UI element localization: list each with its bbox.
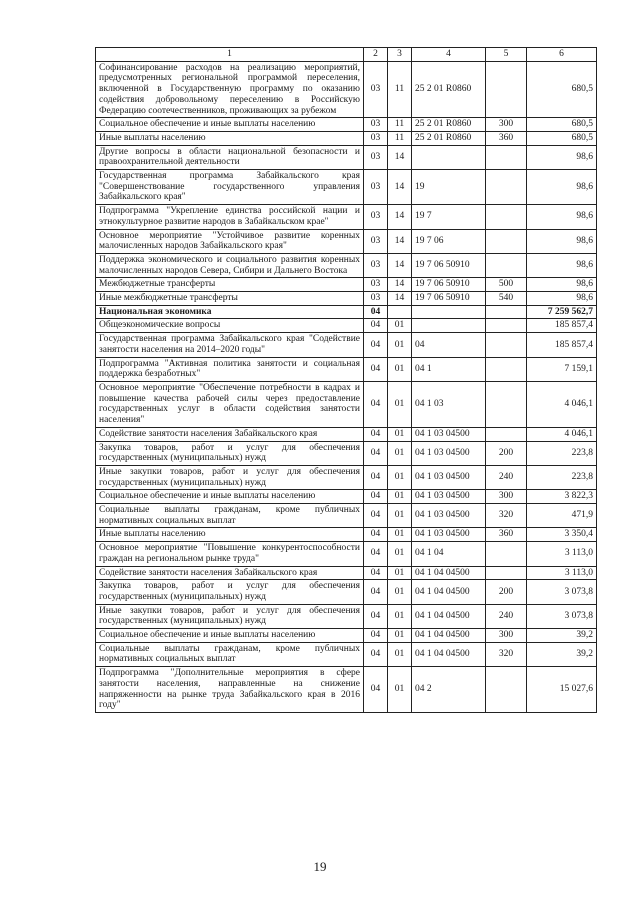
amount-cell: 4 046,1 (527, 381, 597, 427)
item-name-cell: Социальное обеспечение и иные выплаты населению (96, 118, 364, 132)
expense-type-cell (486, 427, 527, 441)
subsection-code-cell: 01 (388, 629, 412, 643)
header-cell-2: 2 (364, 48, 388, 62)
subsection-code-cell: 01 (388, 381, 412, 427)
expense-type-cell (486, 229, 527, 253)
header-cell-6: 6 (527, 48, 597, 62)
amount-cell: 98,6 (527, 229, 597, 253)
expense-type-cell (486, 61, 527, 118)
target-article-cell: 04 1 03 04500 (412, 490, 486, 504)
subsection-code-cell: 14 (388, 229, 412, 253)
amount-cell: 98,6 (527, 292, 597, 306)
target-article-cell: 19 7 06 50910 (412, 253, 486, 277)
subsection-code-cell: 01 (388, 465, 412, 489)
item-name-cell: Основное мероприятие "Обеспечение потребности в кадрах и повышение качества рабочей силы через предоставление государственных услуг в области содействия занятости населения" (96, 381, 364, 427)
subsection-code-cell: 01 (388, 319, 412, 333)
expense-type-cell (486, 381, 527, 427)
table-row (96, 580, 597, 604)
table-row (96, 205, 597, 229)
table-row (96, 427, 597, 441)
item-name-cell: Иные выплаты населению (96, 131, 364, 145)
table-body (96, 48, 597, 713)
table-row (96, 253, 597, 277)
section-code-cell: 04 (364, 333, 388, 357)
table-row (96, 490, 597, 504)
amount-cell: 3 113,0 (527, 542, 597, 566)
header-cell-4: 4 (412, 48, 486, 62)
expense-type-cell (486, 205, 527, 229)
amount-cell: 39,2 (527, 629, 597, 643)
item-name-cell: Социальные выплаты гражданам, кроме публичных нормативных социальных выплат (96, 642, 364, 666)
subsection-code-cell: 01 (388, 667, 412, 713)
subsection-code-cell: 14 (388, 278, 412, 292)
item-name-cell: Основное мероприятие "Устойчивое развитие коренных малочисленных народов Забайкальского края" (96, 229, 364, 253)
amount-cell: 680,5 (527, 131, 597, 145)
table-row (96, 61, 597, 118)
expense-type-cell: 240 (486, 465, 527, 489)
target-article-cell: 19 7 (412, 205, 486, 229)
subsection-code-cell: 01 (388, 528, 412, 542)
subsection-code-cell: 14 (388, 170, 412, 205)
table-row (96, 333, 597, 357)
subsection-code-cell: 01 (388, 504, 412, 528)
item-name-cell: Социальное обеспечение и иные выплаты населению (96, 490, 364, 504)
target-article-cell: 04 1 03 04500 (412, 528, 486, 542)
expense-type-cell: 300 (486, 118, 527, 132)
subsection-code-cell: 01 (388, 357, 412, 381)
amount-cell: 185 857,4 (527, 333, 597, 357)
amount-cell: 98,6 (527, 145, 597, 169)
subsection-code-cell: 01 (388, 580, 412, 604)
target-article-cell: 04 1 04 04500 (412, 642, 486, 666)
subsection-code-cell: 01 (388, 542, 412, 566)
item-name-cell: Поддержка экономического и социального развития коренных малочисленных народов Севера, Сибири и Дальнего Востока (96, 253, 364, 277)
section-code-cell: 04 (364, 319, 388, 333)
section-code-cell: 03 (364, 61, 388, 118)
target-article-cell: 04 1 04 04500 (412, 580, 486, 604)
amount-cell: 223,8 (527, 441, 597, 465)
amount-cell: 471,9 (527, 504, 597, 528)
table-row (96, 305, 597, 319)
target-article-cell: 04 1 03 (412, 381, 486, 427)
section-code-cell: 04 (364, 381, 388, 427)
amount-cell: 15 027,6 (527, 667, 597, 713)
item-name-cell: Иные выплаты населению (96, 528, 364, 542)
target-article-cell: 19 (412, 170, 486, 205)
section-code-cell: 04 (364, 490, 388, 504)
section-code-cell: 03 (364, 145, 388, 169)
budget-table (95, 47, 597, 713)
item-name-cell: Национальная экономика (96, 305, 364, 319)
target-article-cell: 25 2 01 R0860 (412, 61, 486, 118)
target-article-cell: 25 2 01 R0860 (412, 118, 486, 132)
amount-cell: 3 073,8 (527, 604, 597, 628)
table-row (96, 278, 597, 292)
section-code-cell: 04 (364, 542, 388, 566)
expense-type-cell (486, 357, 527, 381)
item-name-cell: Другие вопросы в области национальной безопасности и правоохранительной деятельности (96, 145, 364, 169)
section-code-cell: 04 (364, 667, 388, 713)
expense-type-cell: 200 (486, 580, 527, 604)
expense-type-cell (486, 319, 527, 333)
item-name-cell: Подпрограмма "Укрепление единства российской нации и этнокультурное развитие народов в Забайкальском крае" (96, 205, 364, 229)
expense-type-cell: 320 (486, 642, 527, 666)
target-article-cell (412, 305, 486, 319)
target-article-cell: 04 (412, 333, 486, 357)
header-row (96, 48, 597, 62)
amount-cell: 98,6 (527, 170, 597, 205)
amount-cell: 680,5 (527, 61, 597, 118)
item-name-cell: Софинансирование расходов на реализацию мероприятий, предусмотренных региональной программой переселения, включенной в Государственную программу по оказанию содействия добровольному переселению в Российскую Федерацию соотечественников, проживающих за рубежом (96, 61, 364, 118)
expense-type-cell: 300 (486, 629, 527, 643)
target-article-cell: 04 1 04 04500 (412, 604, 486, 628)
table-row (96, 131, 597, 145)
item-name-cell: Закупка товаров, работ и услуг для обеспечения государственных (муниципальных) нужд (96, 441, 364, 465)
table-row (96, 604, 597, 628)
expense-type-cell (486, 305, 527, 319)
amount-cell: 98,6 (527, 253, 597, 277)
amount-cell: 185 857,4 (527, 319, 597, 333)
target-article-cell: 19 7 06 50910 (412, 278, 486, 292)
subsection-code-cell: 11 (388, 118, 412, 132)
expense-type-cell (486, 333, 527, 357)
subsection-code-cell: 14 (388, 292, 412, 306)
table-row (96, 642, 597, 666)
section-code-cell: 03 (364, 292, 388, 306)
item-name-cell: Закупка товаров, работ и услуг для обеспечения государственных (муниципальных) нужд (96, 580, 364, 604)
target-article-cell: 04 1 04 (412, 542, 486, 566)
table-row (96, 465, 597, 489)
expense-type-cell (486, 253, 527, 277)
section-code-cell: 04 (364, 441, 388, 465)
table-row (96, 292, 597, 306)
subsection-code-cell: 11 (388, 131, 412, 145)
item-name-cell: Основное мероприятие "Повышение конкурентоспособности граждан на региональном рынке труда" (96, 542, 364, 566)
target-article-cell (412, 319, 486, 333)
amount-cell: 223,8 (527, 465, 597, 489)
table-row (96, 170, 597, 205)
section-code-cell: 04 (364, 642, 388, 666)
item-name-cell: Содействие занятости населения Забайкальского края (96, 566, 364, 580)
subsection-code-cell: 01 (388, 604, 412, 628)
target-article-cell: 04 1 (412, 357, 486, 381)
expense-type-cell: 500 (486, 278, 527, 292)
subsection-code-cell: 01 (388, 427, 412, 441)
header-cell-1: 1 (96, 48, 364, 62)
amount-cell: 3 113,0 (527, 566, 597, 580)
expense-type-cell (486, 145, 527, 169)
target-article-cell: 04 1 03 04500 (412, 441, 486, 465)
table-row (96, 566, 597, 580)
expense-type-cell: 360 (486, 131, 527, 145)
section-code-cell: 04 (364, 580, 388, 604)
item-name-cell: Общеэкономические вопросы (96, 319, 364, 333)
table-row (96, 441, 597, 465)
amount-cell: 7 259 562,7 (527, 305, 597, 319)
target-article-cell: 04 1 04 04500 (412, 566, 486, 580)
subsection-code-cell: 01 (388, 333, 412, 357)
expense-type-cell: 300 (486, 490, 527, 504)
amount-cell: 4 046,1 (527, 427, 597, 441)
section-code-cell: 03 (364, 205, 388, 229)
section-code-cell: 03 (364, 253, 388, 277)
amount-cell: 98,6 (527, 205, 597, 229)
item-name-cell: Подпрограмма "Активная политика занятости и социальная поддержка безработных" (96, 357, 364, 381)
expense-type-cell: 540 (486, 292, 527, 306)
table-row (96, 229, 597, 253)
target-article-cell: 04 1 03 04500 (412, 504, 486, 528)
section-code-cell: 04 (364, 629, 388, 643)
target-article-cell: 04 1 03 04500 (412, 465, 486, 489)
table-row (96, 629, 597, 643)
table-row (96, 542, 597, 566)
section-code-cell: 04 (364, 427, 388, 441)
item-name-cell: Подпрограмма "Дополнительные мероприятия в сфере занятости населения, направленные на снижение напряженности на рынке труда Забайкальского края в 2016 году" (96, 667, 364, 713)
amount-cell: 3 073,8 (527, 580, 597, 604)
item-name-cell: Иные межбюджетные трансферты (96, 292, 364, 306)
target-article-cell: 25 2 01 R0860 (412, 131, 486, 145)
amount-cell: 680,5 (527, 118, 597, 132)
expense-type-cell: 320 (486, 504, 527, 528)
table-row (96, 667, 597, 713)
amount-cell: 39,2 (527, 642, 597, 666)
subsection-code-cell: 14 (388, 205, 412, 229)
section-code-cell: 03 (364, 118, 388, 132)
expense-type-cell (486, 170, 527, 205)
subsection-code-cell: 01 (388, 642, 412, 666)
section-code-cell: 03 (364, 278, 388, 292)
section-code-cell: 03 (364, 131, 388, 145)
section-code-cell: 04 (364, 357, 388, 381)
item-name-cell: Государственная программа Забайкальского края "Совершенствование государственного управления Забайкальского края" (96, 170, 364, 205)
target-article-cell: 04 1 03 04500 (412, 427, 486, 441)
target-article-cell (412, 145, 486, 169)
expense-type-cell (486, 542, 527, 566)
subsection-code-cell: 01 (388, 441, 412, 465)
section-code-cell: 03 (364, 229, 388, 253)
header-cell-5: 5 (486, 48, 527, 62)
subsection-code-cell: 01 (388, 490, 412, 504)
expense-type-cell: 240 (486, 604, 527, 628)
table-row (96, 528, 597, 542)
section-code-cell: 04 (364, 465, 388, 489)
item-name-cell: Иные закупки товаров, работ и услуг для обеспечения государственных (муниципальных) нужд (96, 465, 364, 489)
section-code-cell: 04 (364, 604, 388, 628)
amount-cell: 7 159,1 (527, 357, 597, 381)
amount-cell: 98,6 (527, 278, 597, 292)
subsection-code-cell: 01 (388, 566, 412, 580)
subsection-code-cell: 14 (388, 253, 412, 277)
target-article-cell: 04 1 04 04500 (412, 629, 486, 643)
item-name-cell: Иные закупки товаров, работ и услуг для обеспечения государственных (муниципальных) нужд (96, 604, 364, 628)
table-row (96, 381, 597, 427)
subsection-code-cell (388, 305, 412, 319)
subsection-code-cell: 14 (388, 145, 412, 169)
section-code-cell: 04 (364, 305, 388, 319)
table-row (96, 357, 597, 381)
section-code-cell: 04 (364, 528, 388, 542)
table-row (96, 145, 597, 169)
section-code-cell: 04 (364, 504, 388, 528)
expense-type-cell: 200 (486, 441, 527, 465)
table-row (96, 319, 597, 333)
amount-cell: 3 350,4 (527, 528, 597, 542)
item-name-cell: Государственная программа Забайкальского края "Содействие занятости населения на 2014–2020 годы" (96, 333, 364, 357)
target-article-cell: 19 7 06 50910 (412, 292, 486, 306)
amount-cell: 3 822,3 (527, 490, 597, 504)
section-code-cell: 03 (364, 170, 388, 205)
item-name-cell: Социальное обеспечение и иные выплаты населению (96, 629, 364, 643)
target-article-cell: 04 2 (412, 667, 486, 713)
expense-type-cell (486, 667, 527, 713)
table-row (96, 118, 597, 132)
item-name-cell: Содействие занятости населения Забайкальского края (96, 427, 364, 441)
subsection-code-cell: 11 (388, 61, 412, 118)
header-cell-3: 3 (388, 48, 412, 62)
page-number: 19 (313, 859, 327, 874)
expense-type-cell: 360 (486, 528, 527, 542)
section-code-cell: 04 (364, 566, 388, 580)
item-name-cell: Межбюджетные трансферты (96, 278, 364, 292)
table-row (96, 504, 597, 528)
target-article-cell: 19 7 06 (412, 229, 486, 253)
item-name-cell: Социальные выплаты гражданам, кроме публичных нормативных социальных выплат (96, 504, 364, 528)
expense-type-cell (486, 566, 527, 580)
